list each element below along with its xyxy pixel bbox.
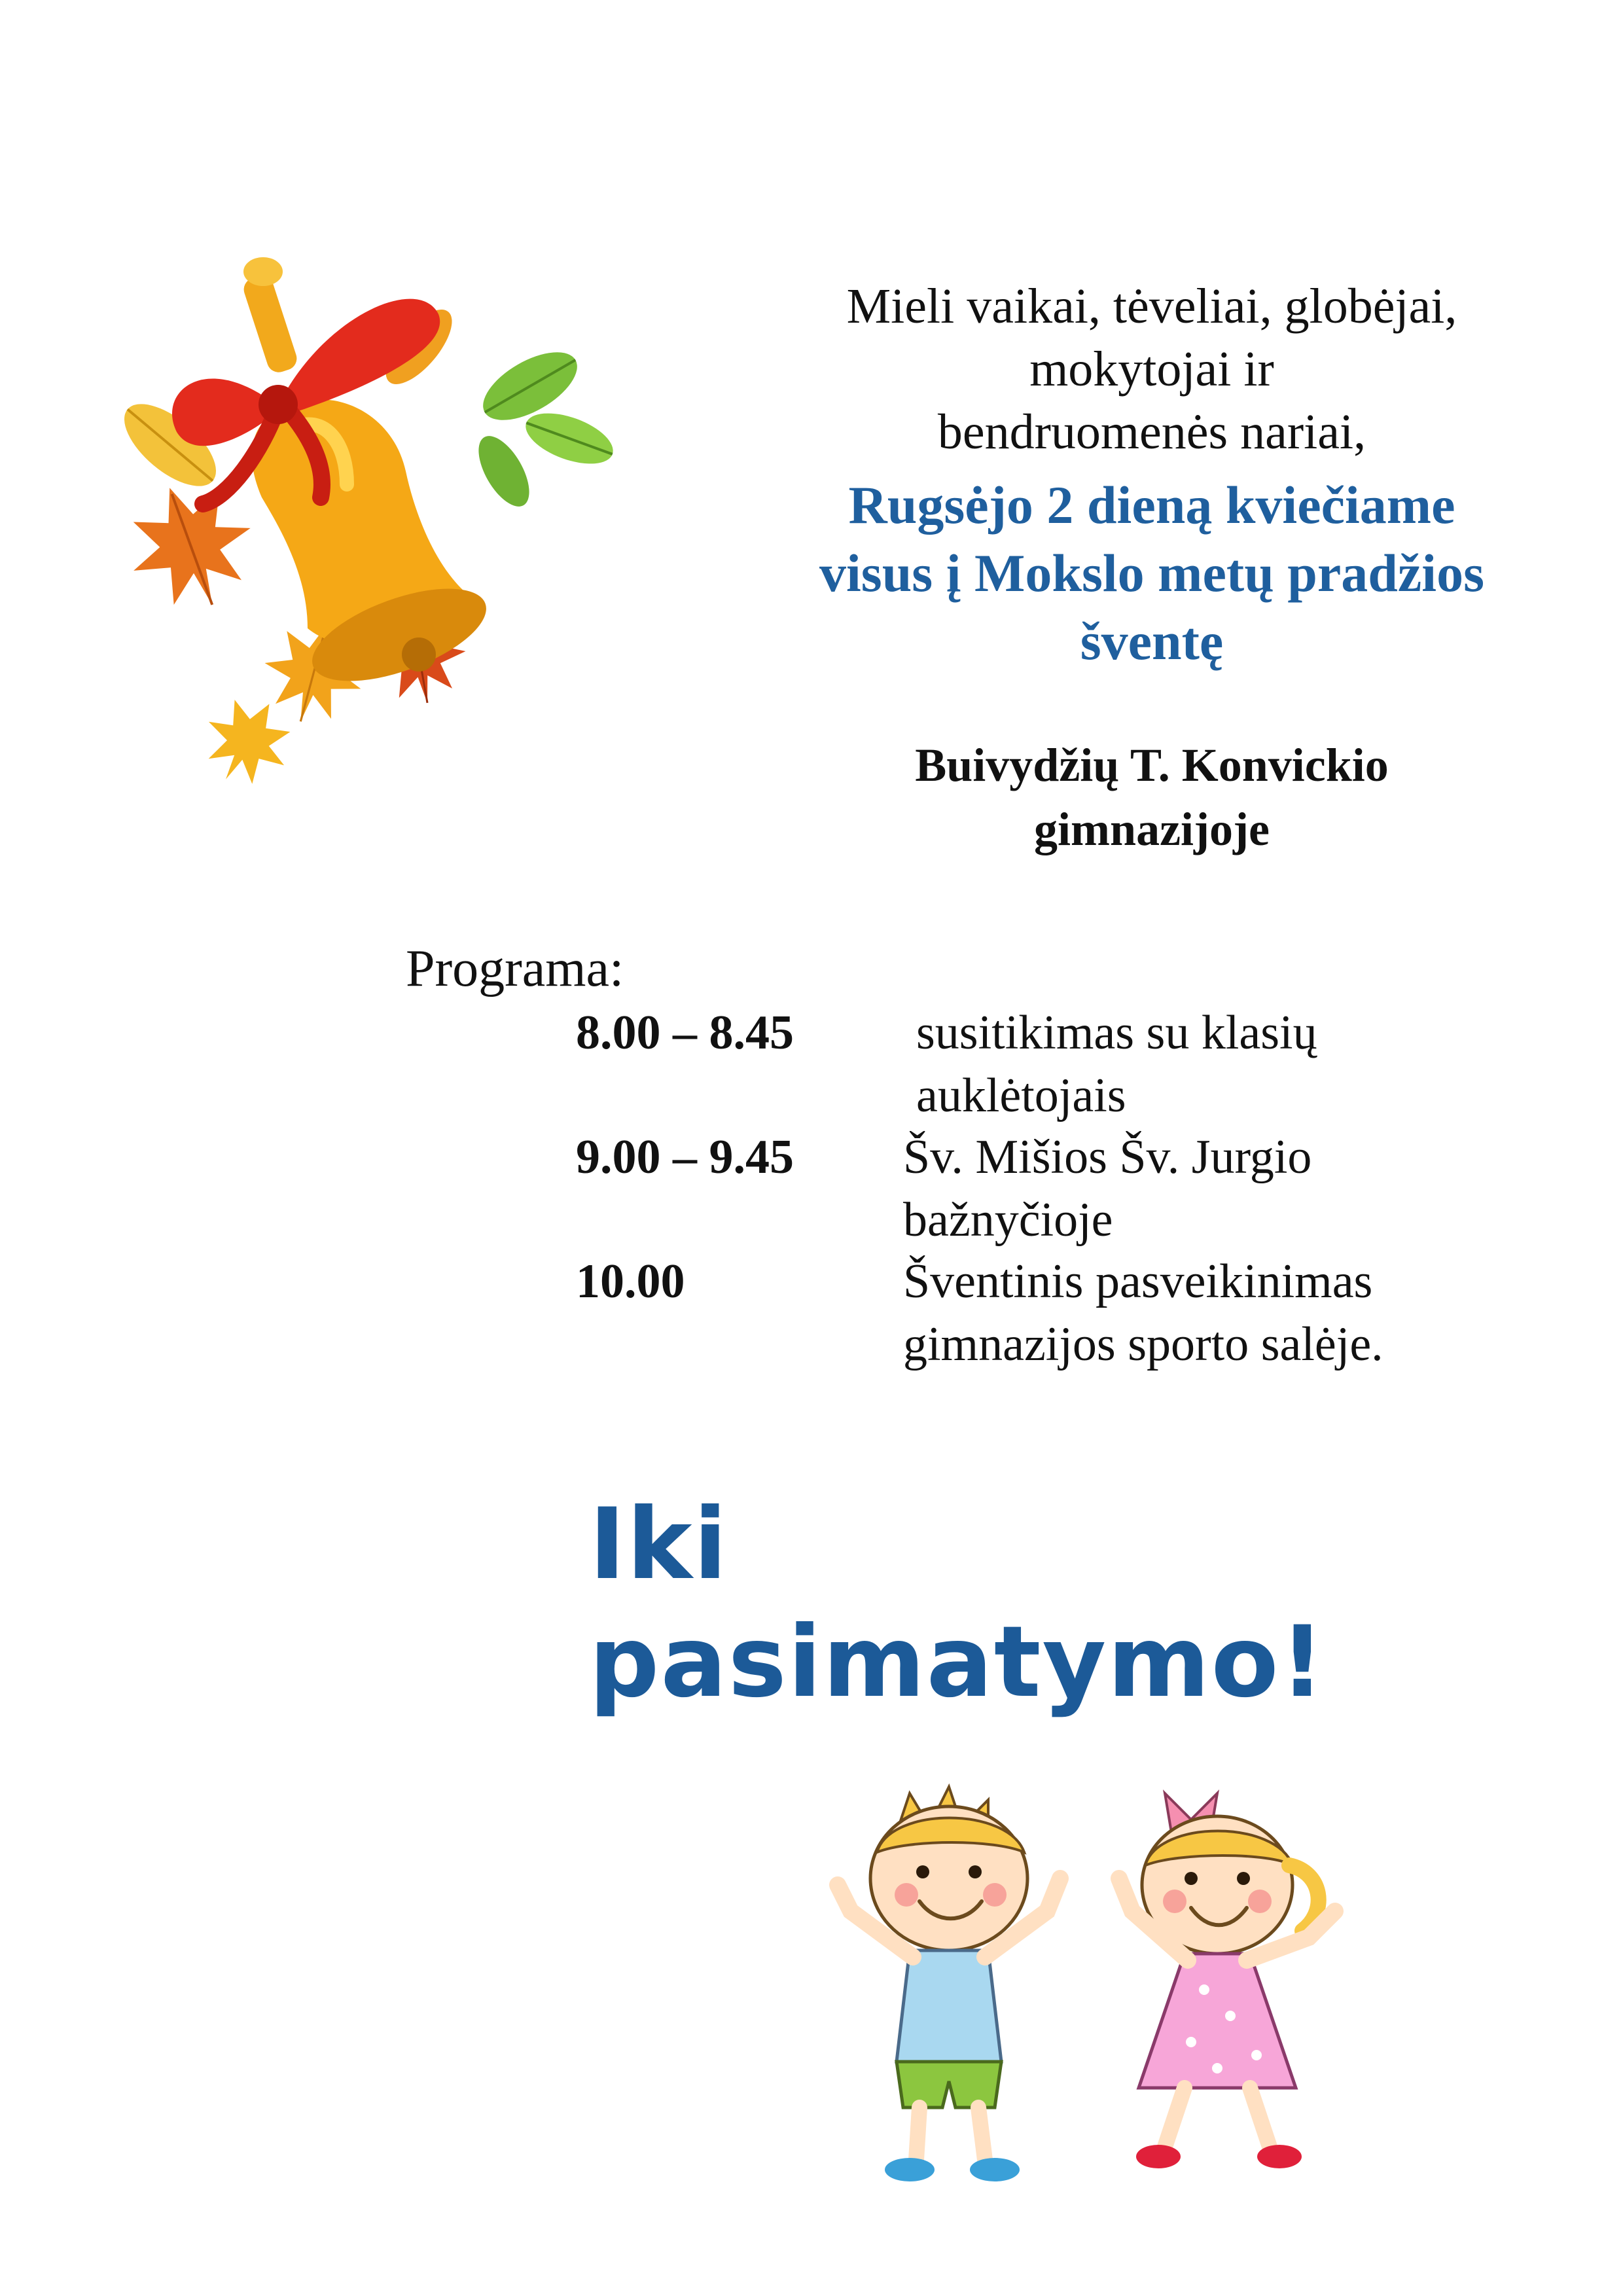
program-description-line: Šventinis pasveikinimas: [903, 1255, 1373, 1308]
invitation-highlight: [740, 471, 1564, 675]
maple-leaf-icon: [111, 467, 270, 626]
program-description-line: auklėtojais: [916, 1069, 1126, 1122]
program-description: [903, 1250, 1558, 1376]
highlight-line: šventę: [1080, 611, 1224, 671]
venue: [740, 733, 1564, 861]
bell-icon: [252, 399, 498, 700]
school-bell-autumn-leaves-illustration: [111, 236, 687, 812]
program-time: 10.00: [576, 1255, 685, 1308]
program-description-line: Šv. Mišios Šv. Jurgio: [903, 1130, 1312, 1184]
happy-children-illustration: [798, 1780, 1387, 2199]
boy-icon: [838, 1787, 1060, 2181]
greeting-line: bendruomenės nariai,: [937, 404, 1366, 459]
program-description-line: gimnazijos sporto salėje.: [903, 1318, 1383, 1371]
invitation-greeting: [740, 275, 1564, 463]
leaf-icon: [519, 403, 619, 474]
venue-line: Buivydžių T. Konvickio: [915, 739, 1389, 791]
program-title: Programa:: [406, 940, 624, 997]
closing-greeting: Iki pasimatymo!: [589, 1488, 1327, 1719]
highlight-line: Rugsėjo 2 dieną kviečiame: [848, 475, 1455, 535]
greeting-line: Mieli vaikai, tėveliai, globėjai,: [846, 279, 1457, 334]
girl-icon: [1119, 1793, 1335, 2168]
program-time: 9.00 – 9.45: [576, 1130, 794, 1184]
venue-line: gimnazijoje: [1034, 803, 1270, 855]
program-description-line: bažnyčioje: [903, 1193, 1113, 1247]
highlight-line: visus į Mokslo metų pradžios: [819, 543, 1484, 603]
program-description: [916, 1001, 1571, 1127]
program-description: [903, 1126, 1558, 1251]
maple-leaf-icon: [188, 682, 307, 801]
program-description-line: susitikimas su klasių: [916, 1006, 1317, 1060]
leaf-icon: [469, 428, 539, 514]
program-time: 8.00 – 8.45: [576, 1006, 794, 1060]
greeting-line: mokytojai ir: [1029, 342, 1274, 397]
